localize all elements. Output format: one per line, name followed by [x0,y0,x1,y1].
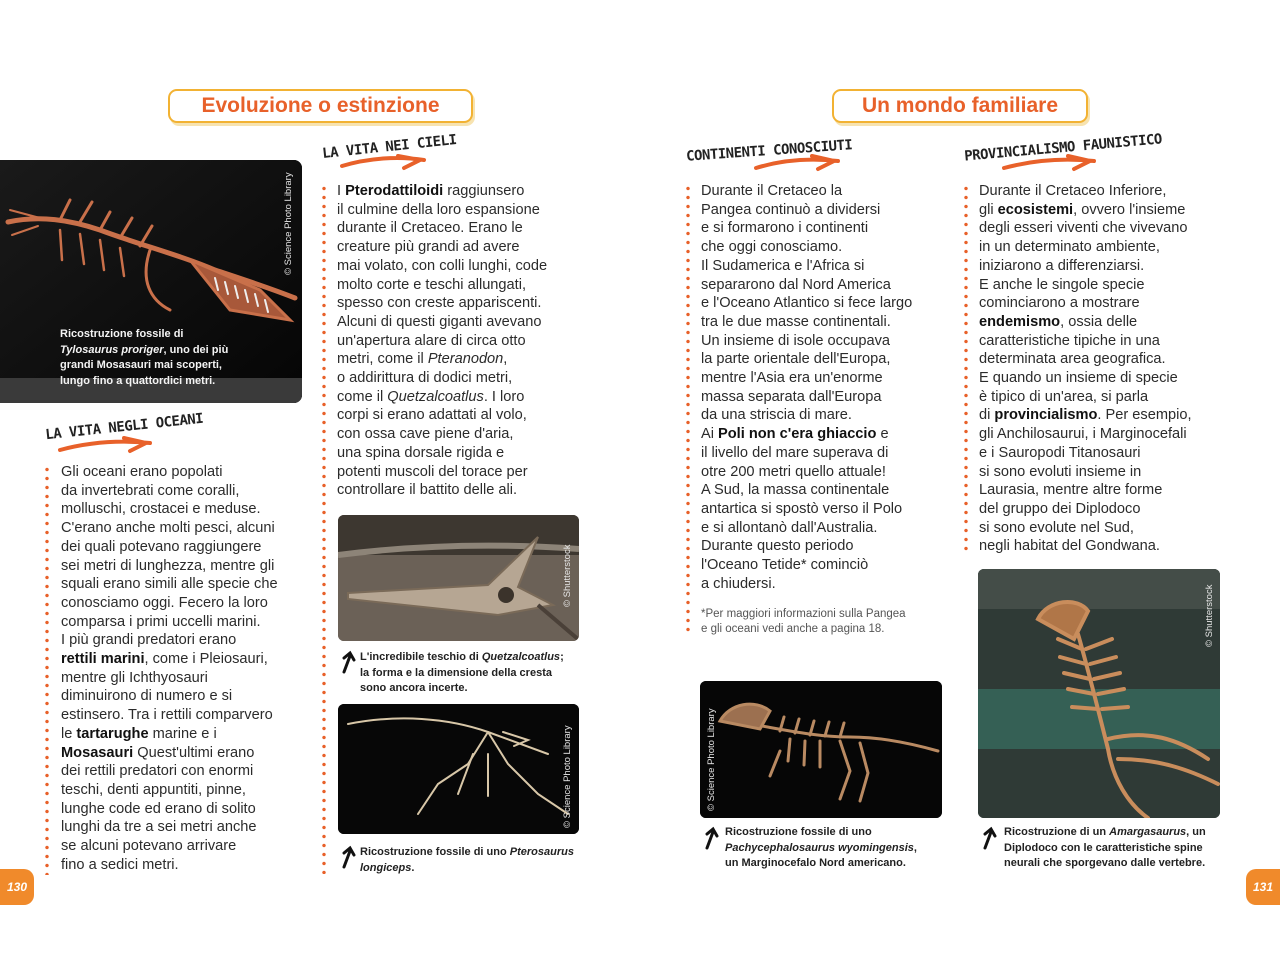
page-number-left: 130 [0,869,34,905]
provincialism-text-line: Laurasia, mentre altre forme [979,482,1163,499]
mosasaur-photo-caption [60,327,228,389]
continents-text-line: Durante questo periodo [701,538,854,555]
continents-text-line: Ai Poli non c'era ghiaccio e [701,426,889,443]
continents-text-line: e si formarono i continenti [701,220,869,237]
pterosaur-caption [360,845,574,876]
sky-text-line: o addirittura di dodici metri, [337,370,513,387]
oceans-text [61,463,278,874]
oceans-text-line: lunghi da tre a sei metri anche [61,819,257,836]
sky-text-line: come il Quetzalcoatlus. I loro [337,388,525,405]
oceans-text-line: dei rettili predatori con enormi [61,763,254,780]
continents-text-line: il livello del mare superava di [701,444,889,461]
provincialism-text-line: E quando un insieme di specie [979,370,1178,387]
provincialism-text [979,182,1192,556]
continents-column-rule [686,184,690,636]
continents-text-line: tra le due masse continentali. [701,313,891,330]
oceans-heading: LA VITA NEGLI OCEANI [44,410,204,444]
pachycephalosaurus-skeleton-illustration [700,681,942,818]
quetzal-caption-line: L'incredibile teschio di Quetzalcoatlus; [360,651,564,663]
continents-heading: CONTINENTI CONOSCIUTI [685,137,853,165]
sky-heading-underline [338,152,428,178]
provincialism-text-line: gli Anchilosaurui, i Marginocefali [979,426,1187,443]
provincialism-text-line: endemismo, ossia delle [979,313,1138,330]
quetzal-caption-arrow-icon [340,650,358,674]
pterosaur-photo [338,704,579,834]
sky-text [337,182,547,500]
mosasaur-caption-line: Tylosaurus proriger, uno dei più [60,343,229,356]
provincialism-text-line: negli habitat del Gondwana. [979,538,1160,555]
oceans-heading-underline [56,434,156,460]
pterosaur-caption-line: longiceps. [360,861,415,874]
continents-text [701,182,912,593]
oceans-text-line: dei quali potevano raggiungere [61,538,262,555]
sky-text-line: metri, come il Pteranodon, [337,351,508,368]
pachy-caption-line: Pachycephalosaurus wyomingensis, [725,841,917,854]
sky-text-line: il culmine della loro espansione [337,201,540,218]
continents-footnote [701,607,906,637]
pachy-caption-line: Ricostruzione fossile di uno [725,826,872,838]
oceans-text-line: teschi, denti appuntiti, pinne, [61,781,246,798]
continents-text-line: mentre l'Asia era un'enorme [701,370,883,387]
provincialism-text-line: in un determinato ambiente, [979,239,1160,256]
footnote-line: e gli oceani vedi anche a pagina 18. [701,623,885,635]
provincialism-text-line: si sono evoluti insieme in [979,463,1142,480]
amargasaurus-caption-line: Diplodoco con le caratteristiche spine [1004,841,1203,854]
continents-text-line: antartica si spostò verso il Polo [701,500,903,517]
amargasaurus-skeleton-illustration [978,569,1220,818]
quetzal-caption-line: la forma e la dimensione della cresta [360,666,552,679]
continents-heading-underline [752,152,842,178]
section-title-right: Un mondo familiare [832,89,1088,123]
pachy-caption-arrow-icon [703,826,721,850]
continents-text-line: da una striscia di mare. [701,407,852,424]
provincialism-text-line: E anche le singole specie [979,276,1145,293]
pterosaur-photo-credit: © Science Photo Library [562,725,573,828]
oceans-text-line: le tartarughe marine e i [61,725,217,742]
sky-text-line: I Pterodattiloidi raggiunsero [337,183,525,199]
oceans-text-line: da invertebrati come coralli, [61,482,240,499]
pachycephalosaurus-photo-credit: © Science Photo Library [706,708,717,811]
provincialism-text-line: cominciarono a mostrare [979,295,1140,312]
continents-text-line: Pangea continuò a dividersi [701,201,881,218]
sky-text-line: mai volato, con colli lunghi, code [337,257,548,274]
oceans-text-line: comparsa i primi uccelli marini. [61,613,261,630]
provincialism-column-rule [964,184,968,554]
oceans-column-rule [45,465,49,875]
oceans-text-line: se alcuni potevano arrivare [61,838,237,855]
amargasaurus-photo [978,569,1220,818]
provincialism-text-line: è tipico di un'area, si parla [979,388,1149,405]
pachycephalosaurus-photo [700,681,942,818]
quetzalcoatlus-skull-photo [338,515,579,641]
sky-text-line: spesso con creste appariscenti. [337,295,542,312]
provincialism-text-line: iniziarono a differenziarsi. [979,257,1145,274]
provincialism-text-line: Durante il Cretaceo Inferiore, [979,183,1167,199]
continents-text-line: Il Sudamerica e l'Africa si [701,257,865,274]
sky-text-line: creature più grandi ad avere [337,239,520,256]
oceans-text-line: Mosasauri Quest'ultimi erano [61,744,255,761]
amargasaurus-photo-credit: © Shutterstock [1204,584,1215,647]
pterosaur-caption-line: Ricostruzione fossile di uno Pterosaurus [360,846,574,858]
oceans-text-line: C'erano anche molti pesci, alcuni [61,520,275,537]
continents-text-line: otre 200 metri quello attuale! [701,463,886,480]
continents-text-line: la parte orientale dell'Europa, [701,351,891,368]
provincialism-text-line: caratteristiche tipiche in una [979,332,1160,349]
sky-text-line: corpi si erano adattati al volo, [337,407,527,424]
oceans-text-line: diminuirono di numero e si [61,688,233,705]
pachy-caption [725,825,917,872]
amargasaurus-caption-line: Ricostruzione di un Amargasaurus, un [1004,826,1206,838]
quetzalcoatlus-photo-credit: © Shutterstock [562,544,573,607]
mosasaur-photo-credit: © Science Photo Library [283,172,294,275]
quetzalcoatlus-skull-illustration [338,515,579,641]
oceans-text-line: conosciamo oggi. Fecero la loro [61,594,268,611]
continents-text-line: e l'Oceano Atlantico si fece largo [701,295,913,312]
sky-text-line: durante il Cretaceo. Erano le [337,220,523,237]
provincialism-heading: PROVINCIALISMO FAUNISTICO [963,131,1163,165]
sky-text-line: potenti muscoli del torace per [337,463,528,480]
page-number-right: 131 [1246,869,1280,905]
oceans-text-line: molluschi, crostacei e meduse. [61,501,261,518]
mosasaur-caption-line: Ricostruzione fossile di [60,328,184,340]
oceans-text-line: squali erano simili alle specie che [61,576,278,593]
sky-text-line: con ossa cave piene d'aria, [337,426,514,443]
continents-text-line: a chiudersi. [701,575,776,592]
provincialism-text-line: determinata area geografica. [979,351,1166,368]
oceans-text-line: estinsero. Tra i rettili comparvero [61,707,273,724]
continents-text-line: l'Oceano Tetide* cominciò [701,557,869,574]
provincialism-text-line: e i Sauropodi Titanosauri [979,444,1141,461]
sky-text-line: Alcuni di questi giganti avevano [337,313,542,330]
oceans-text-line: fino a sedici metri. [61,856,179,873]
provincialism-heading-underline [1000,152,1100,178]
pachy-caption-line: un Marginocefalo Nord americano. [725,857,906,869]
provincialism-text-line: degli esseri viventi che vivevano [979,220,1188,237]
mosasaur-caption-line: lungo fino a quattordici metri. [60,374,216,387]
oceans-text-line: mentre gli Ichthyosauri [61,669,208,686]
oceans-text-line: lunghe code ed erano di solito [61,800,256,817]
oceans-text-line: sei metri di lunghezza, mentre gli [61,557,275,574]
provincialism-text-line: gli ecosistemi, ovvero l'insieme [979,201,1186,218]
oceans-text-line: rettili marini, come i Pleiosauri, [61,651,268,668]
amargasaurus-caption [1004,825,1206,872]
sky-text-line: una spina dorsale rigida e [337,444,505,461]
provincialism-text-line: del gruppo dei Diplodoco [979,500,1141,517]
sky-text-line: controllare il battito delle ali. [337,482,518,499]
continents-text-line: massa separata dall'Europa [701,388,882,405]
footnote-line: *Per maggiori informazioni sulla Pangea [701,608,906,620]
mosasaur-caption-line: grandi Mosasauri mai scoperti, [60,359,222,372]
amargasaurus-caption-arrow-icon [981,826,999,850]
quetzal-caption-line: sono ancora incerte. [360,682,468,694]
section-title-left: Evoluzione o estinzione [168,89,473,123]
provincialism-text-line: di provincialismo. Per esempio, [979,407,1192,424]
sky-heading: LA VITA NEI CIELI [321,131,458,163]
amargasaurus-caption-line: neurali che sporgevano dalle vertebre. [1004,857,1206,869]
continents-text-line: separarono dal Nord America [701,276,891,293]
oceans-text-line: I più grandi predatori erano [61,632,237,649]
continents-text-line: e si allontanò dall'Australia. [701,519,878,536]
pterosaur-caption-arrow-icon [340,845,358,869]
oceans-text-line: Gli oceani erano popolati [61,464,223,480]
sky-column-rule [322,184,326,874]
sky-text-line: molto corte e teschi allungati, [337,276,527,293]
sky-text-line: un'apertura alare di circa otto [337,332,526,349]
provincialism-text-line: si sono evolute nel Sud, [979,519,1134,536]
continents-text-line: che oggi conosciamo. [701,239,843,256]
continents-text-line: A Sud, la massa continentale [701,482,890,499]
continents-text-line: Durante il Cretaceo la [701,183,843,199]
continents-text-line: Un insieme di isole occupava [701,332,891,349]
pterosaur-skeleton-illustration [338,704,579,834]
quetzal-caption [360,650,564,697]
